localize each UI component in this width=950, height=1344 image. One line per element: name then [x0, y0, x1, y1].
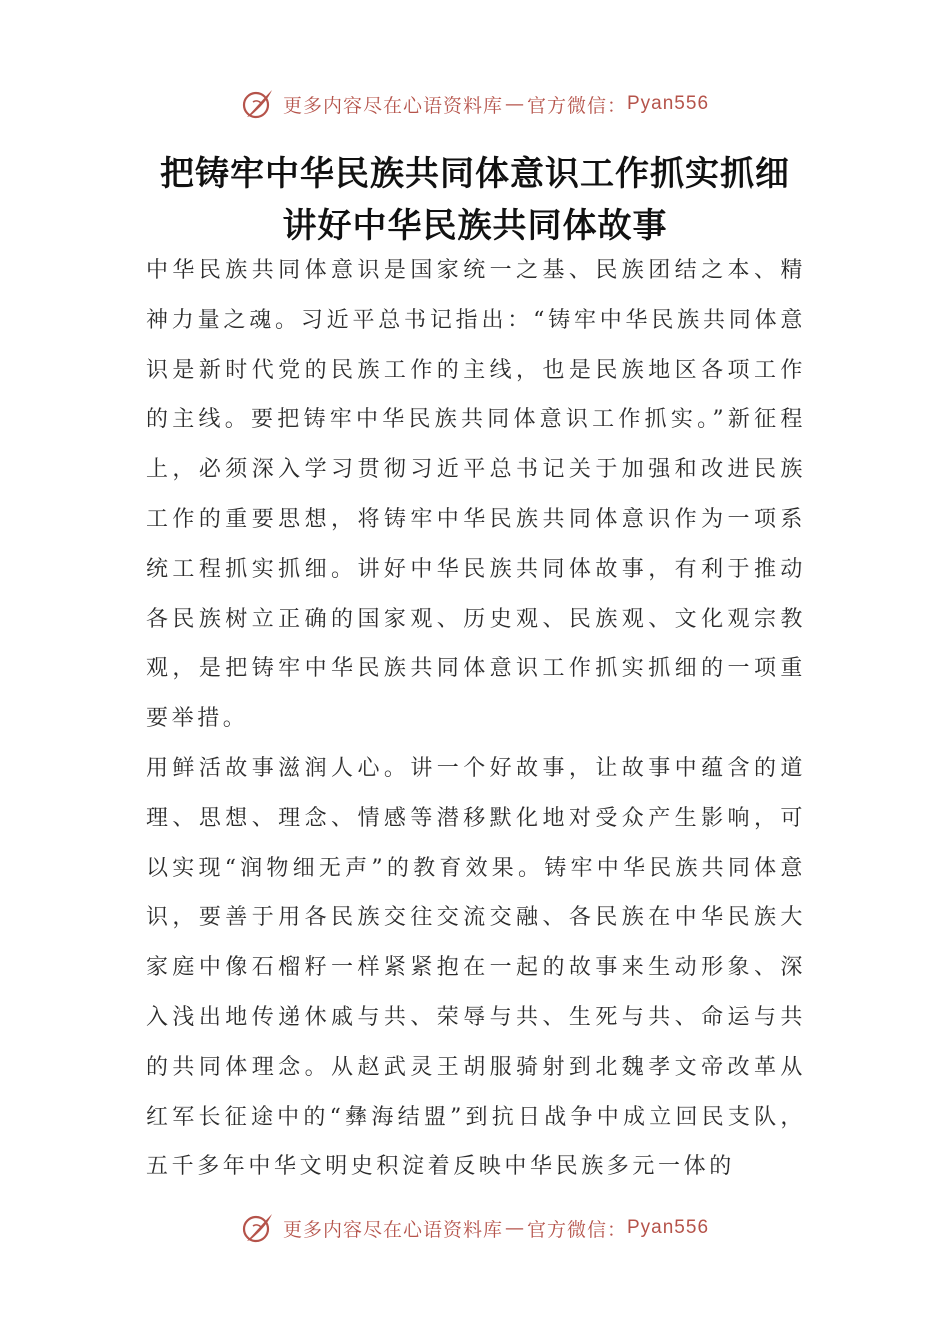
header-banner	[0, 84, 950, 124]
paragraph-1: 中华民族共同体意识是国家统一之基、民族团结之本、精神力量之魂。习近平总书记指出：“铸牢中华民族共同体意识是新时代党的民族工作的主线，也是民族地区各项工作的主线。要把铸牢中华民族共同体意识工作抓实。”新征程上，必须深入学习贯彻习近平总书记关于加强和改进民族工作的重要思想，将铸牢中华民族共同体意识作为一项系统工程抓实抓细。讲好中华民族共同体故事，有利于推动各民族树立正确的国家观、历史观、民族观、文化观宗教观，是把铸牢中华民族共同体意识工作抓实抓细的一项重要举措。	[146, 258, 806, 732]
quill-logo-icon	[241, 1211, 275, 1245]
banner-dash: —	[504, 1217, 525, 1239]
banner-text: 更多内容尽在心语资料库	[282, 1218, 503, 1241]
document-title-line1: 把铸牢中华民族共同体意识工作抓实抓细	[160, 154, 790, 194]
banner-text: 更多内容尽在心语资料库	[282, 94, 503, 117]
footer-banner	[0, 1208, 950, 1248]
quill-logo-icon	[241, 87, 275, 121]
banner-dash: —	[504, 93, 525, 115]
paragraph-2: 用鲜活故事滋润人心。讲一个好故事，让故事中蕴含的道理、思想、理念、情感等潜移默化地对受众产生影响，可以实现“润物细无声”的教育效果。铸牢中华民族共同体意识，要善于用各民族交往交流交融、各民族在中华民族大家庭中像石榴籽一样紧紧抱在一起的故事来生动形象、深入浅出地传递休戚与共、荣辱与共、生死与共、命运与共的共同体理念。从赵武灵王胡服骑射到北魏孝文帝改革从红军长征途中的“彝海结盟”到抗日战争中成立回民支队，五千多年中华文明史积淀着反映中华民族多元一体的	[146, 755, 806, 1180]
banner-wechat-label: 官方微信：	[526, 1218, 627, 1241]
article-body	[146, 246, 806, 1192]
banner-wechat-id: Pyan556	[627, 93, 710, 114]
banner-wechat-id: Pyan556	[627, 1217, 710, 1238]
banner-wechat-label: 官方微信：	[526, 94, 627, 117]
document-title-line2: 讲好中华民族共同体故事	[282, 206, 668, 246]
